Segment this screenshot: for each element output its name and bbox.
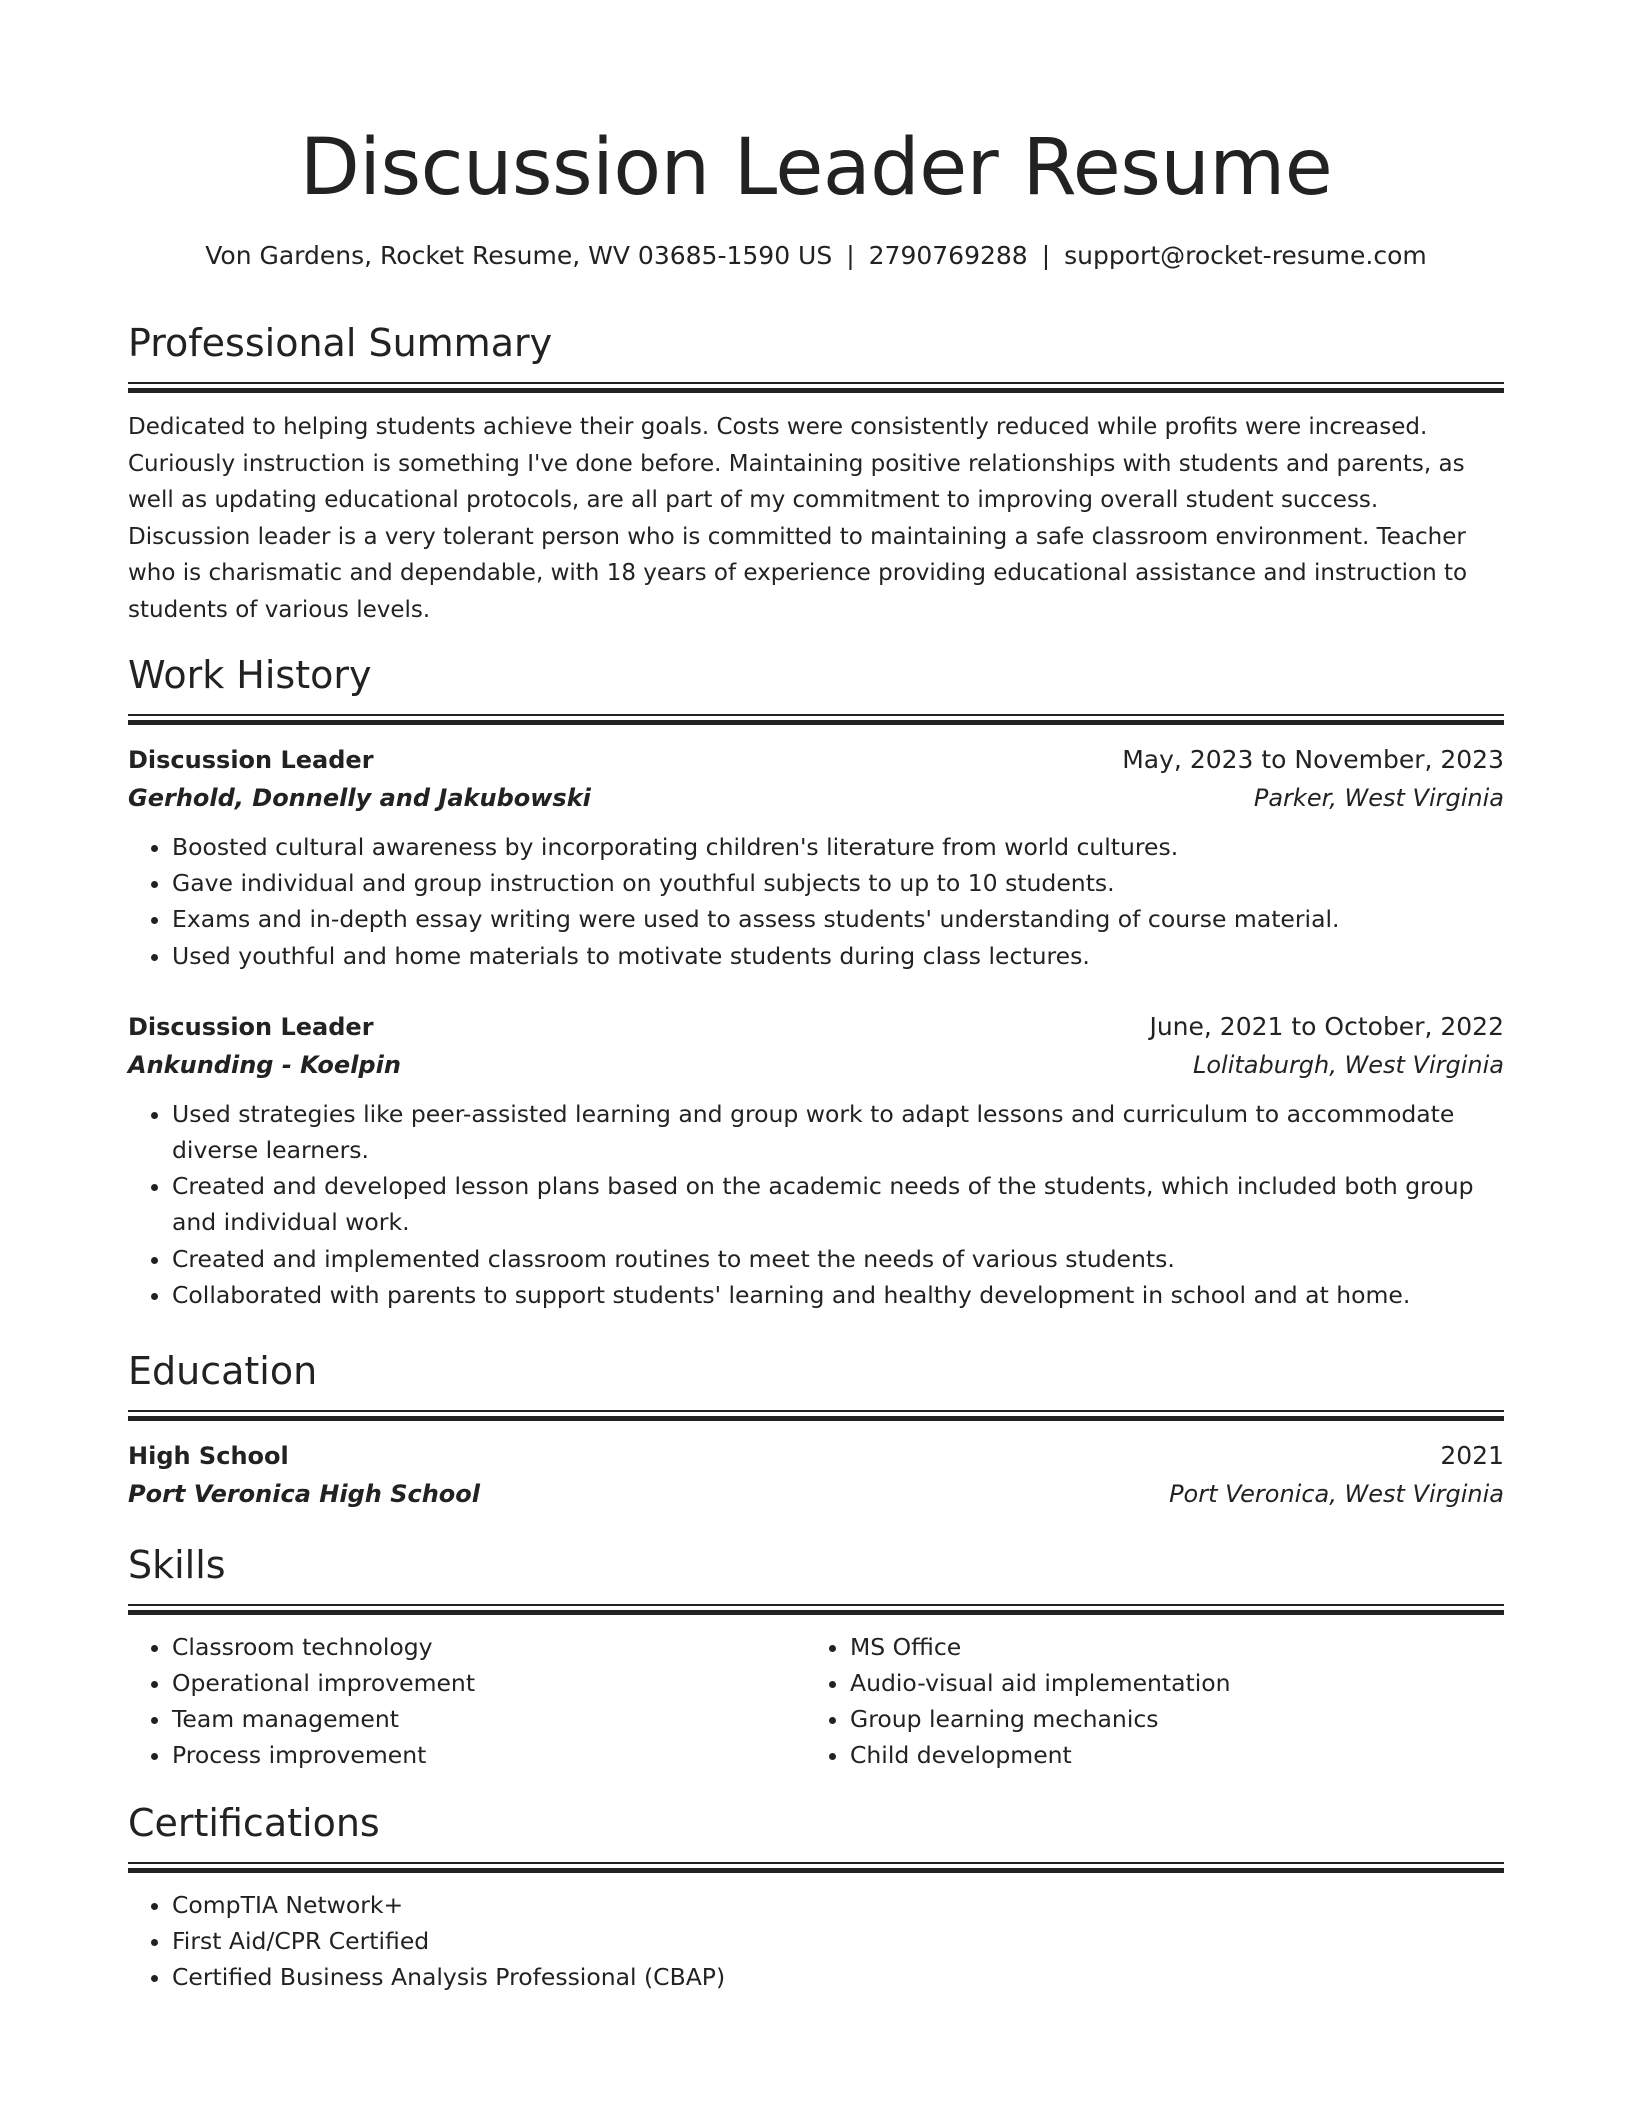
- education-year: 2021: [1440, 1441, 1504, 1470]
- skills-column-right: [806, 1629, 1484, 1773]
- job-company-row: [128, 1046, 1504, 1084]
- contact-phone: 2790769288: [868, 241, 1028, 270]
- job-title: Discussion Leader: [128, 746, 374, 774]
- section-divider: [128, 1604, 1504, 1615]
- job-location: Parker, West Virginia: [1253, 784, 1504, 812]
- certification-item: • First Aid/CPR Certified: [172, 1923, 1504, 1959]
- job-company-row: [128, 779, 1504, 817]
- job-entry: [128, 1008, 1504, 1313]
- education-school-row: [128, 1475, 1504, 1513]
- education-location: Port Veronica, West Virginia: [1169, 1480, 1504, 1508]
- section-summary: [128, 318, 1504, 628]
- section-divider: [128, 714, 1504, 725]
- job-bullet: • Used youthful and home materials to motivate students during class lectures.: [172, 938, 1504, 974]
- job-bullet: • Collaborated with parents to support students' learning and healthy development in school and at home.: [172, 1277, 1504, 1313]
- section-divider: [128, 1410, 1504, 1421]
- education-header-row: [128, 1437, 1504, 1475]
- job-bullets: [128, 829, 1504, 974]
- contact-separator: |: [1041, 241, 1051, 270]
- job-dates: May, 2023 to November, 2023: [1122, 745, 1504, 774]
- education-entry: [128, 1437, 1504, 1513]
- skill-item: • MS Office: [850, 1629, 1484, 1665]
- job-dates: June, 2021 to October, 2022: [1149, 1011, 1504, 1041]
- job-bullet: • Exams and in-depth essay writing were used to assess students' understanding of course material.: [172, 901, 1504, 937]
- job-bullet: • Used strategies like peer-assisted learning and group work to adapt lessons and curriculum to accommodate diverse learners.: [172, 1096, 1504, 1168]
- skill-item: • Classroom technology: [172, 1629, 806, 1665]
- certification-list: [128, 1887, 1504, 1996]
- job-company: Ankunding - Koelpin: [128, 1050, 401, 1079]
- skill-item: • Operational improvement: [172, 1665, 806, 1701]
- section-skills: [128, 1540, 1504, 1773]
- job-header-row: [128, 741, 1504, 779]
- contact-email[interactable]: support@rocket-resume.com: [1064, 241, 1427, 270]
- job-location: Lolitaburgh, West Virginia: [1192, 1050, 1504, 1079]
- skill-item: • Process improvement: [172, 1737, 806, 1773]
- resume-title: Discussion Leader Resume: [299, 123, 1333, 213]
- section-heading: Certifications: [128, 1801, 380, 1845]
- section-heading: Education: [128, 1349, 318, 1393]
- section-education: [128, 1346, 1504, 1513]
- job-title: Discussion Leader: [128, 1012, 374, 1041]
- section-heading: Work History: [128, 653, 372, 697]
- job-entry: [128, 741, 1504, 974]
- contact-line: [128, 238, 1504, 274]
- job-bullet: • Created and developed lesson plans based on the academic needs of the students, which included both group and individual work.: [172, 1168, 1504, 1240]
- skill-item: • Audio-visual aid implementation: [850, 1665, 1484, 1701]
- job-bullet: • Created and implemented classroom routines to meet the needs of various students.: [172, 1241, 1504, 1277]
- job-bullet: • Boosted cultural awareness by incorporating children's literature from world cultures.: [172, 829, 1504, 865]
- skills-grid: [128, 1629, 1504, 1773]
- section-work-history: [128, 650, 1504, 1313]
- education-degree: High School: [128, 1442, 289, 1470]
- job-header-row: [128, 1008, 1504, 1046]
- section-divider: [128, 382, 1504, 393]
- contact-address: Von Gardens, Rocket Resume, WV 03685-1590 US: [205, 241, 833, 270]
- skills-column-left: [128, 1629, 806, 1773]
- job-bullets: [128, 1096, 1504, 1313]
- section-divider: [128, 1862, 1504, 1873]
- education-school: Port Veronica High School: [128, 1480, 480, 1508]
- summary-text: Dedicated to helping students achieve their goals. Costs were consistently reduced while profits were increased. Curiously instruction is something I've done before. Maintaining positive relationships with students and parents, as well as updating educational protocols, are all part of my commitment to improving overall student success. Discussion leader is a very tolerant person who is committed to maintaining a safe classroom environment. Teacher who is charismatic and dependable, with 18 years of experience providing educational assistance and instruction to students of various levels.: [128, 414, 1468, 623]
- job-company: Gerhold, Donnelly and Jakubowski: [128, 784, 591, 812]
- certification-item: • Certified Business Analysis Professional (CBAP): [172, 1959, 1504, 1995]
- job-bullet: • Gave individual and group instruction on youthful subjects to up to 10 students.: [172, 865, 1504, 901]
- skill-item: • Team management: [172, 1701, 806, 1737]
- section-heading: Skills: [128, 1543, 226, 1587]
- contact-separator: |: [846, 241, 855, 270]
- section-certifications: [128, 1798, 1504, 1996]
- section-heading: Professional Summary: [128, 321, 553, 365]
- certification-item: • CompTIA Network+: [172, 1887, 1504, 1923]
- skill-item: • Child development: [850, 1737, 1484, 1773]
- skill-item: • Group learning mechanics: [850, 1701, 1484, 1737]
